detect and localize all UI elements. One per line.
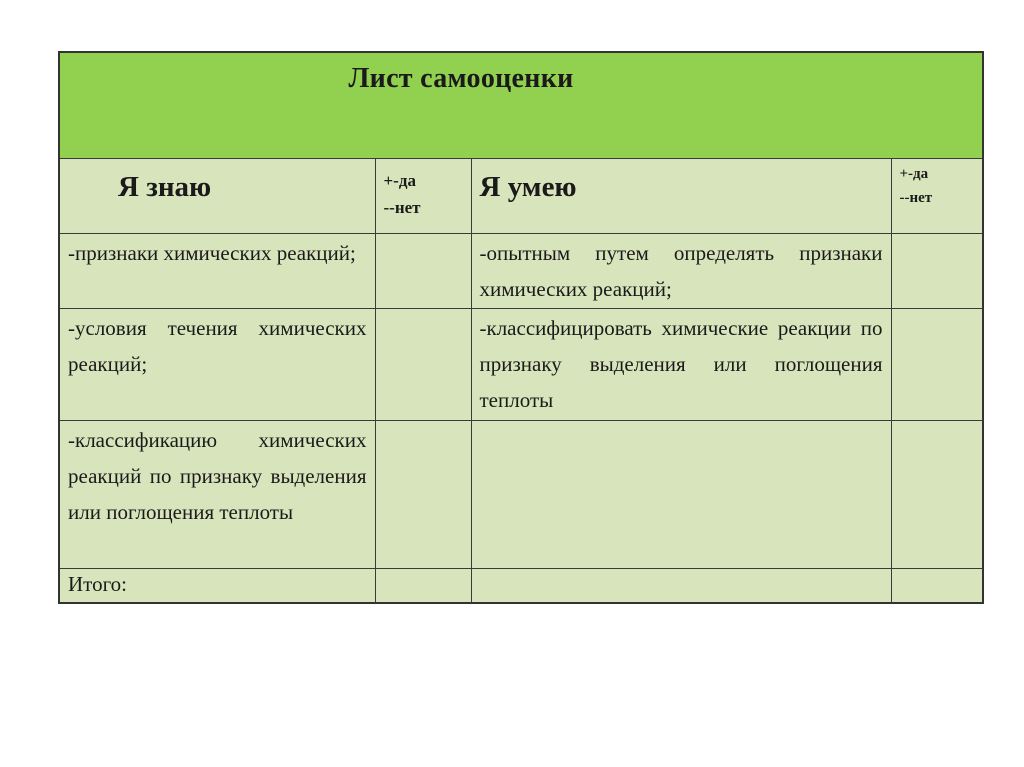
header-row — [59, 158, 983, 233]
know-mark-cell[interactable] — [375, 308, 471, 420]
header-can: Я умею — [471, 158, 891, 233]
title-cell — [59, 52, 983, 158]
header-know-mark-yes: +-да — [383, 170, 416, 190]
know-cell: -условия течения химических реакций; — [59, 308, 375, 420]
title-row — [59, 52, 983, 158]
sheet-title: Лист самооценки — [348, 63, 574, 94]
can-mark-cell[interactable] — [891, 233, 983, 308]
header-know: Я знаю — [59, 158, 375, 233]
total-know-mark-cell[interactable] — [375, 568, 471, 603]
can-mark-cell[interactable] — [891, 420, 983, 568]
table-row — [59, 308, 983, 420]
total-label: Итого: — [59, 568, 375, 603]
header-know-mark-no: --нет — [383, 197, 421, 217]
table-row — [59, 420, 983, 568]
header-know-marks — [375, 158, 471, 233]
table-row — [59, 233, 983, 308]
total-can-mark-cell[interactable] — [891, 568, 983, 603]
can-mark-cell[interactable] — [891, 308, 983, 420]
header-can-mark-no: --нет — [899, 189, 933, 206]
know-mark-cell[interactable] — [375, 233, 471, 308]
total-can-cell — [471, 568, 891, 603]
know-cell: -классификацию химических реакций по признаку выделения или поглощения теплоты — [59, 420, 375, 568]
know-cell: -признаки химических реакций; — [59, 233, 375, 308]
can-cell — [471, 420, 891, 568]
know-mark-cell[interactable] — [375, 420, 471, 568]
can-cell: -классифицировать химические реакции по признаку выделения или поглощения теплоты — [471, 308, 891, 420]
self-assessment-table — [58, 51, 984, 604]
total-row — [59, 568, 983, 603]
header-can-mark-yes: +-да — [899, 165, 929, 182]
header-can-marks — [891, 158, 983, 233]
can-cell: -опытным путем определять признаки химических реакций; — [471, 233, 891, 308]
